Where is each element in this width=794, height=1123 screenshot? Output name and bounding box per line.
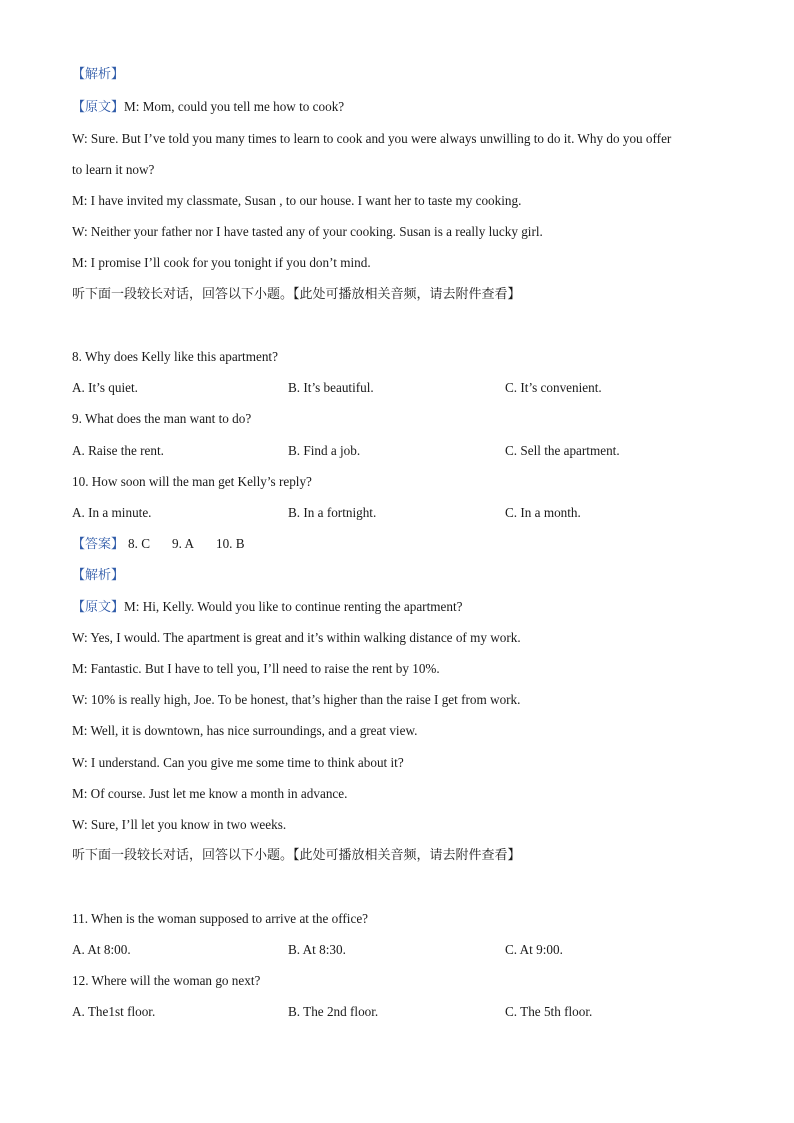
answer-line	[72, 535, 245, 554]
transcript-line: W: Neither your father nor I have tasted any of your cooking. Susan is a really lucky girl.	[72, 224, 543, 239]
listening-instruction: 听下面一段较长对话，回答以下小题。【此处可播放相关音频，请去附件查看】	[72, 287, 521, 302]
transcript-line	[72, 98, 344, 117]
listening-instruction: 听下面一段较长对话，回答以下小题。【此处可播放相关音频，请去附件查看】	[72, 848, 521, 863]
option-b: B. In a fortnight.	[288, 505, 377, 520]
transcript-text: M: Mom, could you tell me how to cook?	[124, 99, 345, 114]
transcript-line: W: Sure, I’ll let you know in two weeks.	[72, 817, 287, 832]
option-c: C. At 9:00.	[505, 942, 563, 957]
transcript-line: W: Sure. But I’ve told you many times to learn to cook and you were always unwilling to do it. Why do you offer	[72, 131, 672, 146]
yuanwen-label: 【原文】	[72, 600, 125, 615]
transcript-line: M: Of course. Just let me know a month in advance.	[72, 786, 348, 801]
transcript-line: M: I promise I’ll cook for you tonight if you don’t mind.	[72, 255, 371, 270]
answer-item: 8. C	[128, 536, 150, 551]
option-a: A. The1st floor.	[72, 1004, 156, 1019]
option-a: A. Raise the rent.	[72, 443, 164, 458]
option-b: B. It’s beautiful.	[288, 380, 374, 395]
option-c: C. In a month.	[505, 505, 581, 520]
option-b: B. Find a job.	[288, 443, 361, 458]
transcript-line: W: I understand. Can you give me some time to think about it?	[72, 755, 404, 770]
option-b: B. The 2nd floor.	[288, 1004, 379, 1019]
option-b: B. At 8:30.	[288, 942, 346, 957]
option-c: C. It’s convenient.	[505, 380, 602, 395]
question: 8. Why does Kelly like this apartment?	[72, 349, 278, 364]
question: 11. When is the woman supposed to arrive at the office?	[72, 911, 369, 926]
question: 10. How soon will the man get Kelly’s reply?	[72, 474, 312, 489]
transcript-line	[72, 598, 462, 617]
answer-label: 【答案】	[72, 537, 125, 552]
transcript-line: to learn it now?	[72, 162, 155, 177]
option-c: C. The 5th floor.	[505, 1004, 593, 1019]
question: 9. What does the man want to do?	[72, 411, 252, 426]
analysis-label: 【解析】	[72, 67, 125, 82]
transcript-text: M: Hi, Kelly. Would you like to continue renting the apartment?	[124, 599, 463, 614]
answer-item: 9. A	[172, 536, 194, 551]
transcript-line: M: I have invited my classmate, Susan , to our house. I want her to taste my cooking.	[72, 193, 522, 208]
option-a: A. It’s quiet.	[72, 380, 138, 395]
transcript-line: W: 10% is really high, Joe. To be honest, that’s higher than the raise I get from work.	[72, 692, 521, 707]
option-c: C. Sell the apartment.	[505, 443, 620, 458]
analysis-label: 【解析】	[72, 568, 125, 583]
transcript-line: W: Yes, I would. The apartment is great and it’s within walking distance of my work.	[72, 630, 521, 645]
transcript-line: M: Fantastic. But I have to tell you, I’ll need to raise the rent by 10%.	[72, 661, 440, 676]
option-a: A. In a minute.	[72, 505, 152, 520]
transcript-line: M: Well, it is downtown, has nice surroundings, and a great view.	[72, 723, 418, 738]
question: 12. Where will the woman go next?	[72, 973, 261, 988]
option-a: A. At 8:00.	[72, 942, 131, 957]
answer-item: 10. B	[215, 536, 245, 551]
yuanwen-label: 【原文】	[72, 100, 125, 115]
